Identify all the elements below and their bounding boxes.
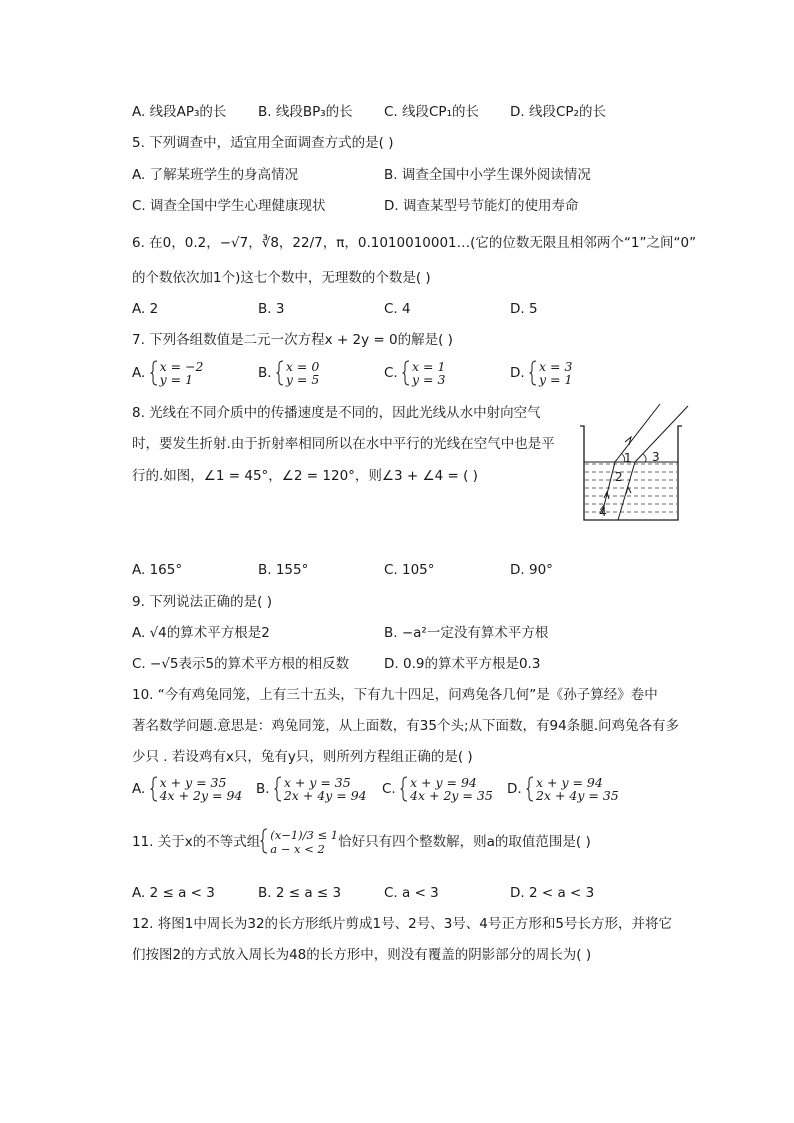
q7-option-b-system: x = 0 y = 5 [276, 360, 319, 386]
q11-inequality-system: (x−1)/3 ≤ 1 a − x < 2 [260, 828, 338, 856]
q6-option-b: B. 3 [258, 301, 285, 317]
q11-option-a: A. 2 ≤ a < 3 [132, 885, 215, 901]
q8-stem-line1: 8. 光线在不同介质中的传播速度是不同的，因此光线从水中射向空气 [132, 405, 541, 421]
q6-stem-line2: 的个数依次加1个)这七个数中，无理数的个数是( ) [132, 270, 431, 286]
q4-option-d: D. 线段CP₂的长 [510, 104, 606, 120]
q9-option-c: C. −√5表示5的算术平方根的相反数 [132, 656, 350, 672]
q11-option-b: B. 2 ≤ a ≤ 3 [258, 885, 342, 901]
q4-option-a: A. 线段AP₃的长 [132, 104, 227, 120]
q7-option-d: D. x = 3 y = 1 [510, 359, 573, 387]
q6-stem-line1: 6. 在0，0.2，−√7，∛8，22/7，π，0.1010010001…(它的位数无限且相邻两个“1”之间“0” [132, 235, 697, 251]
q8-stem-line2: 时，要发生折射.由于折射率相同所以在水中平行的光线在空气中也是平 [132, 436, 555, 452]
q5-option-d: D. 调查某型号节能灯的使用寿命 [384, 198, 579, 214]
angle-3-label: 3 [652, 450, 660, 464]
q4-option-c: C. 线段CP₁的长 [384, 104, 479, 120]
q7-option-a: A. x = −2 y = 1 [132, 359, 204, 387]
q11-stem-prefix: 11. 关于x的不等式组 [132, 834, 261, 850]
q10-option-a-system: x + y = 35 4x + 2y = 94 [150, 776, 243, 802]
q9-stem: 9. 下列说法正确的是( ) [132, 594, 272, 610]
refraction-beaker-figure [578, 402, 696, 524]
q9-option-b: B. −a²一定没有算术平方根 [384, 625, 549, 641]
q9-option-a: A. √4的算术平方根是2 [132, 625, 270, 641]
q10-option-d-system: x + y = 94 2x + 4y = 35 [526, 776, 619, 802]
angle-2-label: 2 [615, 470, 623, 484]
q7-option-b: B. x = 0 y = 5 [258, 359, 320, 387]
q8-option-d: D. 90° [510, 562, 553, 578]
q5-option-c: C. 调查全国中学生心理健康现状 [132, 198, 326, 214]
q8-option-a: A. 165° [132, 562, 183, 578]
q7-option-c: C. x = 1 y = 3 [384, 359, 446, 387]
q6-option-d: D. 5 [510, 301, 538, 317]
q7-stem: 7. 下列各组数值是二元一次方程x + 2y = 0的解是( ) [132, 332, 453, 348]
q10-stem-line1: 10. “今有鸡兔同笼，上有三十五头，下有九十四足，问鸡兔各几何”是《孙子算经》卷中 [132, 687, 658, 703]
q4-option-b: B. 线段BP₃的长 [258, 104, 353, 120]
q5-option-b: B. 调查全国中小学生课外阅读情况 [384, 167, 591, 183]
q5-stem: 5. 下列调查中，适宜用全面调查方式的是( ) [132, 135, 394, 151]
q8-option-b: B. 155° [258, 562, 309, 578]
q8-stem-line3: 行的.如图，∠1 = 45°，∠2 = 120°，则∠3 + ∠4 = ( ) [132, 468, 478, 484]
q10-option-a: A. x + y = 35 4x + 2y = 94 [132, 775, 243, 803]
q12-stem-line1: 12. 将图1中周长为32的长方形纸片剪成1号、2号、3号、4号正方形和5号长方形，并将它 [132, 916, 672, 932]
q10-stem-line2: 著名数学问题.意思是：鸡兔同笼，从上面数，有35个头;从下面数，有94条腿.问鸡兔各有多 [132, 718, 679, 734]
q11-stem-suffix: 恰好只有四个整数解，则a的取值范围是( ) [338, 834, 591, 850]
q6-option-a: A. 2 [132, 301, 159, 317]
q11-stem [132, 828, 591, 856]
angle-1-label: 1 [624, 451, 632, 465]
q7-option-c-system: x = 1 y = 3 [402, 360, 445, 386]
q9-option-d: D. 0.9的算术平方根是0.3 [384, 656, 541, 672]
q12-stem-line2: 们按图2的方式放入周长为48的长方形中，则没有覆盖的阴影部分的周长为( ) [132, 947, 592, 963]
q10-stem-line3: 少只 . 若设鸡有x只，兔有y只，则所列方程组正确的是( ) [132, 749, 473, 765]
q10-option-c: C. x + y = 94 4x + 2y = 35 [382, 775, 493, 803]
angle-4-label: 4 [599, 505, 607, 519]
q8-option-c: C. 105° [384, 562, 435, 578]
q7-option-a-system: x = −2 y = 1 [150, 360, 204, 386]
q10-option-d: D. x + y = 94 2x + 4y = 35 [507, 775, 619, 803]
q10-option-b-system: x + y = 35 2x + 4y = 94 [274, 776, 367, 802]
q7-option-d-system: x = 3 y = 1 [529, 360, 572, 386]
q5-option-a: A. 了解某班学生的身高情况 [132, 167, 299, 183]
q10-option-b: B. x + y = 35 2x + 4y = 94 [256, 775, 367, 803]
q11-option-c: C. a < 3 [384, 885, 439, 901]
q6-option-c: C. 4 [384, 301, 411, 317]
q11-option-d: D. 2 < a < 3 [510, 885, 595, 901]
q10-option-c-system: x + y = 94 4x + 2y = 35 [400, 776, 493, 802]
